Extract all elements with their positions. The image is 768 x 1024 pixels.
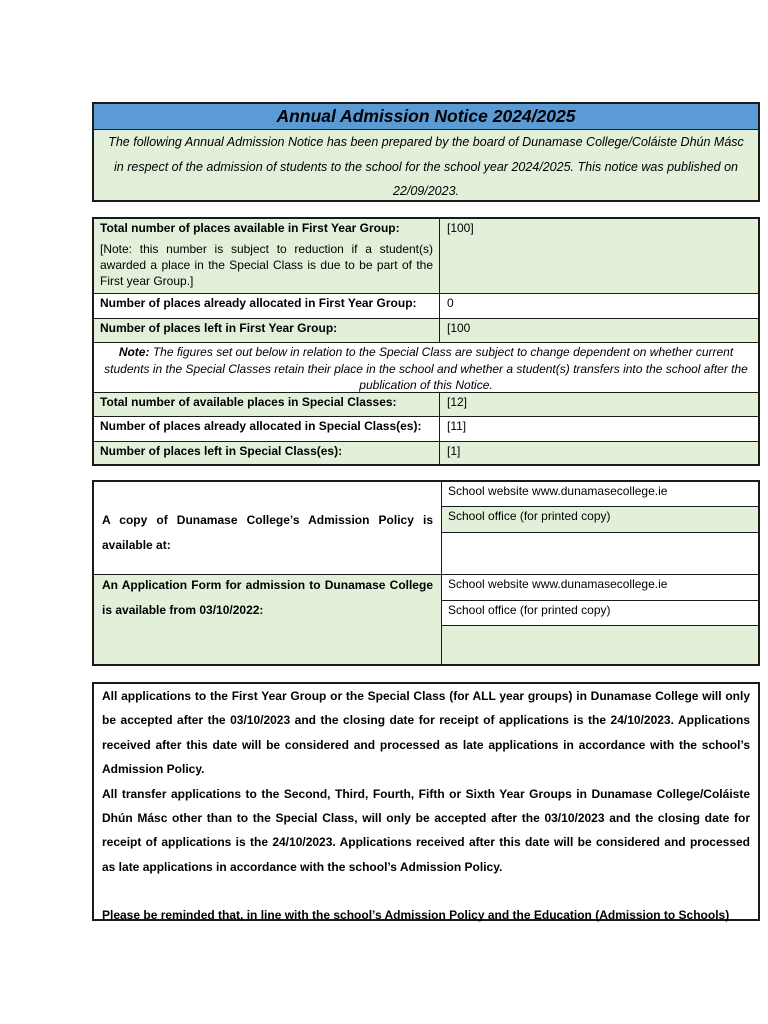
special-total-label: Total number of available places in Special Classes: — [94, 393, 440, 416]
row-special-left — [94, 442, 758, 464]
applications-reminder-paragraph: Please be reminded that, in line with the school’s Admission Policy and the Education (Admission to Schools) — [102, 908, 730, 923]
policy-label: A copy of Dunamase College’s Admission Policy is available at: — [102, 513, 433, 552]
applications-info — [92, 682, 760, 921]
first-year-left-value: [100 — [447, 321, 471, 335]
policy-office-cell — [442, 507, 758, 533]
policy-website: School website www.dunamasecollege.ie — [448, 484, 668, 498]
policy-label-cell — [94, 482, 442, 575]
special-allocated-value: [11] — [447, 419, 467, 433]
first-year-total-label-text: Total number of places available in First Year Group: — [100, 221, 400, 235]
first-year-total-label — [94, 219, 440, 293]
policy-website-cell — [442, 482, 758, 507]
policy-office: School office (for printed copy) — [448, 509, 611, 523]
special-total-value: [12] — [447, 395, 468, 409]
special-note-text: The figures set out below in relation to the Special Class are subject to change dependent on whether current students in the Special Classes retain their place in the school and whether a student(s) transfers into the school after the publication of this Notice. — [104, 345, 748, 392]
form-label: An Application Form for admission to Dunamase College is available from 03/10/2022: — [102, 578, 433, 617]
places-table — [92, 217, 760, 466]
notice-title: Annual Admission Notice 2024/2025 — [94, 104, 758, 130]
first-year-total-value: [100] — [447, 221, 474, 235]
form-office-cell — [442, 601, 758, 626]
form-website-cell — [442, 575, 758, 601]
special-allocated-label: Number of places already allocated in Special Class(es): — [94, 417, 440, 441]
form-website: School website www.dunamasecollege.ie — [448, 577, 668, 591]
special-left-value: [1] — [447, 444, 461, 458]
first-year-left-label: Number of places left in First Year Group: — [94, 319, 440, 342]
form-label-cell — [94, 575, 442, 664]
special-note-prefix: Note: — [118, 345, 150, 359]
applications-transfer-paragraph: All transfer applications to the Second, Third, Fourth, Fifth or Sixth Year Groups in Dunamase College/Coláiste Dhún Másc other than to the Special Class, will only be accepted after the 03/10/2023 and the closing date for receipt of applications is the 24/10/2023. Applications received after this date will be considered and processed as late applications in accordance with the school’s Admission Policy. — [102, 786, 750, 874]
row-first-year-left — [94, 319, 758, 343]
form-empty-cell — [442, 626, 758, 664]
notice-intro: The following Annual Admission Notice has been prepared by the board of Dunamase College/Coláiste Dhún Másc in respect of the admission of students to the school for the school year 2024/2025. This notice was published on 22/09/2023. — [108, 135, 744, 198]
paragraph-spacer — [94, 879, 758, 903]
admission-notice-header — [92, 102, 760, 202]
row-special-allocated — [94, 417, 758, 442]
special-left-label: Number of places left in Special Class(es): — [94, 442, 440, 464]
form-office: School office (for printed copy) — [448, 603, 611, 617]
first-year-allocated-value: 0 — [447, 296, 454, 310]
first-year-allocated-label: Number of places already allocated in First Year Group: — [94, 294, 440, 318]
applications-first-year-paragraph: All applications to the First Year Group or the Special Class (for ALL year groups) in Dunamase College will only be accepted after the 03/10/2023 and the closing date for receipt of applications is the 24/10/2023. Applications received after this date will be considered and processed as late applications in accordance with the school’s Admission Policy. — [102, 689, 750, 777]
first-year-total-note: [Note: this number is subject to reduction if a student(s) awarded a place in the Special Class is due to be part of the First year Group.] — [100, 242, 433, 288]
policy-availability-table — [92, 480, 760, 666]
row-special-total — [94, 393, 758, 417]
special-class-note — [94, 343, 758, 393]
row-first-year-allocated — [94, 294, 758, 319]
row-first-year-total — [94, 219, 758, 294]
policy-empty-cell — [442, 533, 758, 575]
